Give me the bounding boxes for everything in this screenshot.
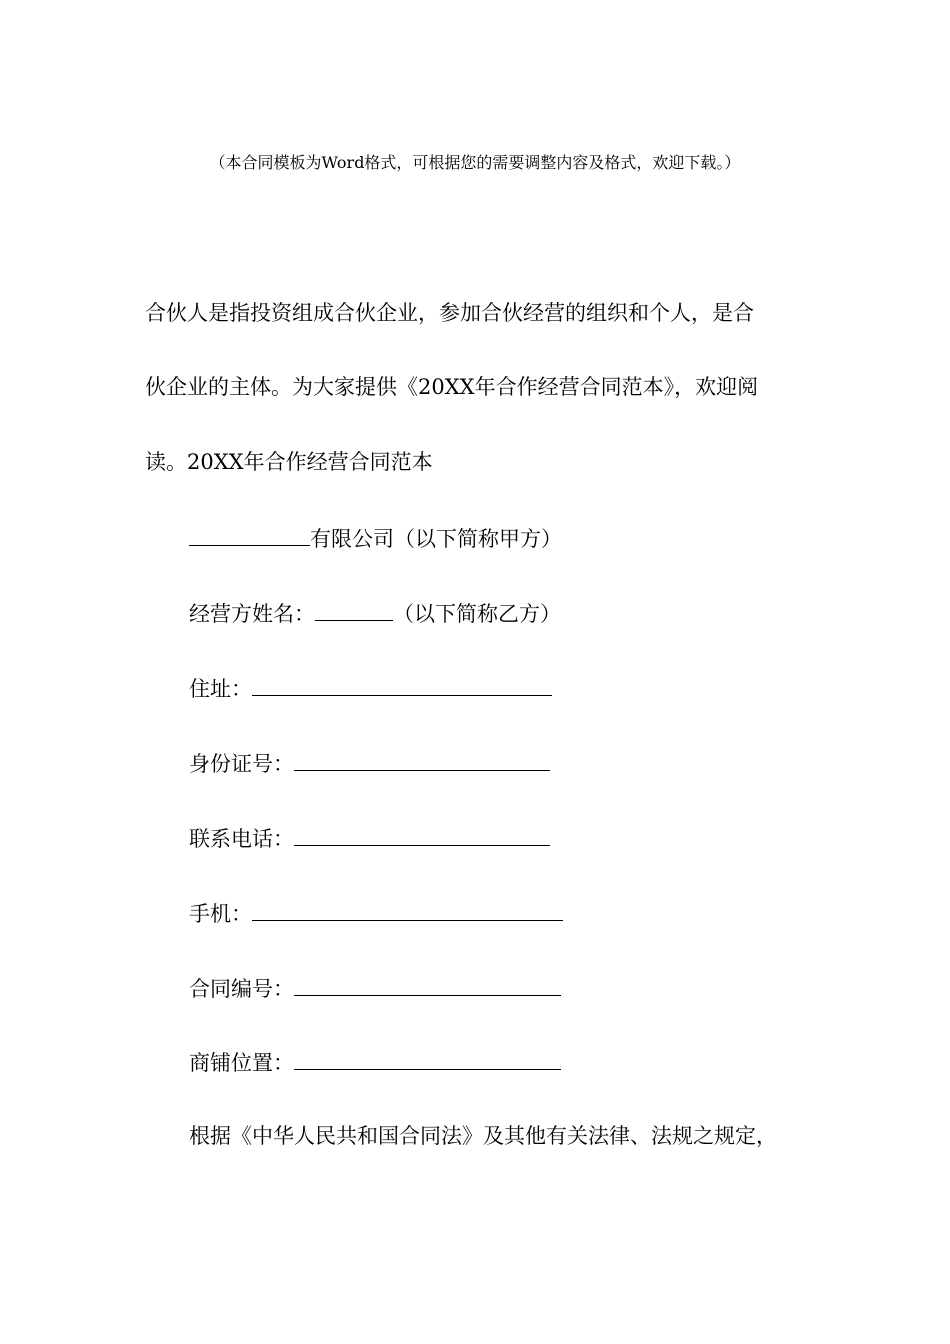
company-name-blank[interactable]: [189, 519, 310, 546]
closing-line: 根据《中华人民共和国合同法》及其他有关法律、法规之规定，: [189, 1124, 777, 1148]
template-note: （本合同模板为Word格式，可根据您的需要调整内容及格式，欢迎下载。）: [209, 153, 741, 172]
id-label: 身份证号：: [189, 752, 294, 776]
mobile-field: [189, 894, 563, 932]
operator-name-blank[interactable]: [315, 594, 393, 621]
contract-number-label: 合同编号：: [189, 977, 294, 1001]
mobile-label: 手机：: [189, 902, 252, 926]
operator-field: [189, 594, 561, 632]
company-suffix: 有限公司（以下简称甲方）: [310, 527, 562, 551]
operator-suffix: （以下简称乙方）: [393, 602, 561, 626]
phone-label: 联系电话：: [189, 827, 294, 851]
shop-location-blank[interactable]: [294, 1043, 561, 1070]
address-label: 住址：: [189, 677, 252, 701]
id-number-blank[interactable]: [294, 744, 550, 771]
operator-label: 经营方姓名：: [189, 602, 315, 626]
shop-location-label: 商铺位置：: [189, 1051, 294, 1075]
intro-line-3: 读。20XX年合作经营合同范本: [145, 450, 433, 474]
contract-number-field: [189, 969, 561, 1007]
shop-location-field: [189, 1043, 561, 1081]
mobile-blank[interactable]: [252, 894, 563, 921]
intro-line-1: 合伙人是指投资组成合伙企业，参加合伙经营的组织和个人，是合: [145, 301, 754, 325]
phone-field: [189, 819, 550, 857]
address-blank[interactable]: [252, 669, 552, 696]
address-field: [189, 669, 552, 707]
phone-blank[interactable]: [294, 819, 550, 846]
company-field: [189, 519, 562, 557]
id-field: [189, 744, 550, 782]
contract-number-blank[interactable]: [294, 969, 561, 996]
intro-line-2: 伙企业的主体。为大家提供《20XX年合作经营合同范本》，欢迎阅: [145, 375, 759, 399]
